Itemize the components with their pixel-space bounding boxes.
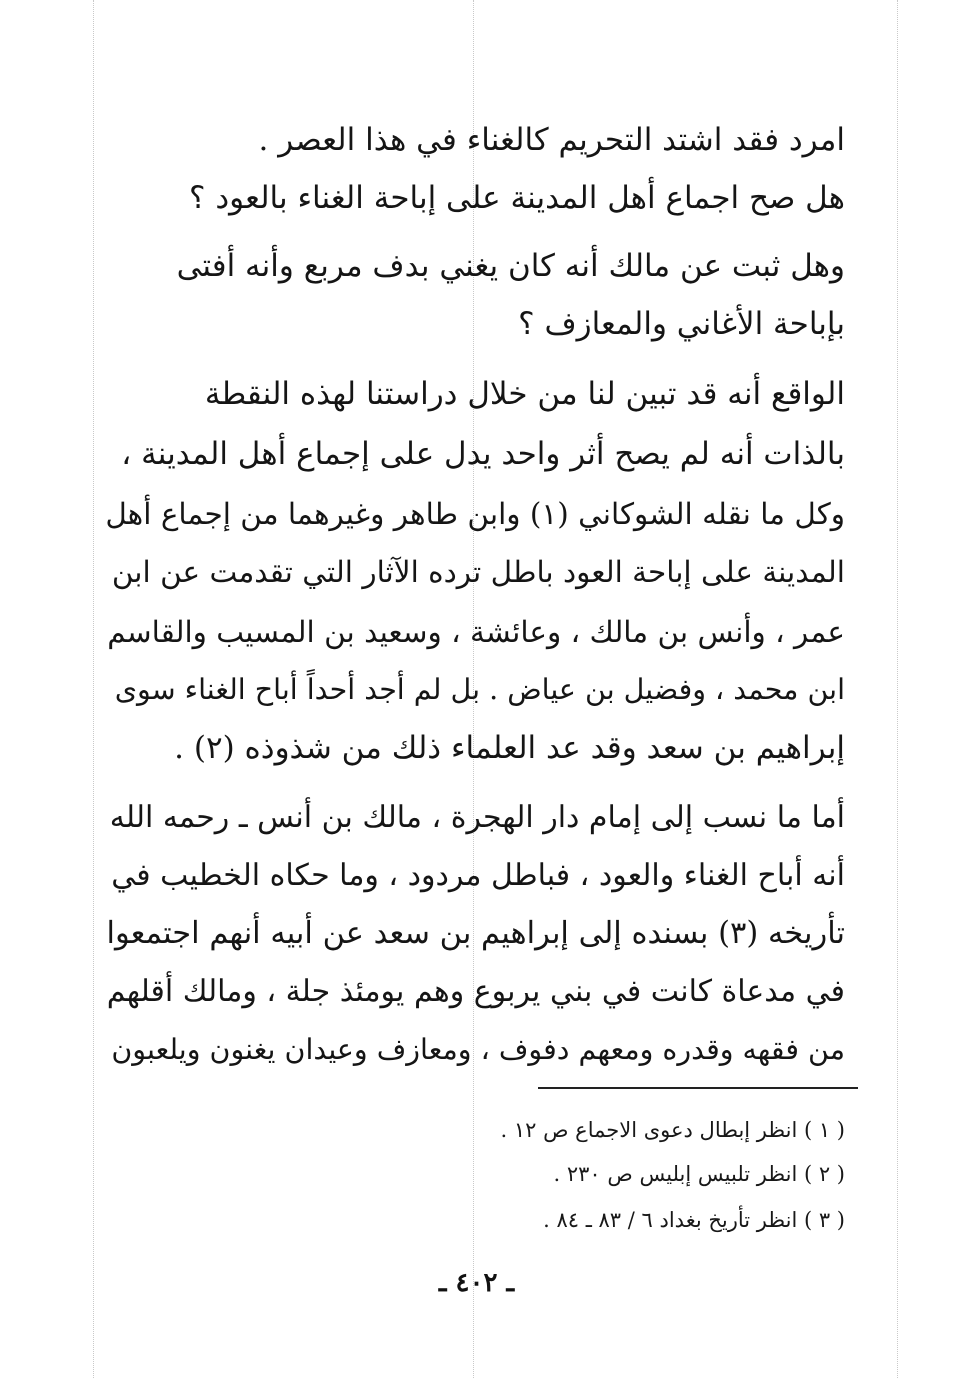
footnote-separator bbox=[538, 1087, 858, 1089]
body-line: بإباحة الأغاني والمعازف ؟ bbox=[518, 306, 845, 342]
body-line: عمر ، وأنس بن مالك ، وعائشة ، وسعيد بن المسيب والقاسم bbox=[107, 615, 845, 649]
footnote: ( ٣ ) انظر تأريخ بغداد ٦ / ٨٣ ـ ٨٤ . bbox=[543, 1208, 845, 1232]
body-line: من فقهه وقدره ومعهم دفوف ، ومعازف وعيدان يغنون ويلعبون bbox=[111, 1033, 845, 1066]
body-line: الواقع أنه قد تبين لنا من خلال دراستنا لهذه النقطة bbox=[204, 376, 845, 412]
body-line: أما ما نسب إلى إمام دار الهجرة ، مالك بن أنس ـ رحمه الله bbox=[109, 800, 845, 835]
body-line: إبراهيم بن سعد وقد عد العلماء ذلك من شذوذه (٢) . bbox=[174, 730, 845, 766]
scan-guide-line bbox=[897, 0, 898, 1378]
body-line: بالذات أنه لم يصح أثر واحد يدل على إجماع أهل المدينة ، bbox=[121, 436, 845, 472]
body-line: المدينة على إباحة العود باطل ترده الآثار التي تقدمت عن ابن bbox=[111, 555, 845, 589]
body-line: هل صح اجماع أهل المدينة على إباحة الغناء بالعود ؟ bbox=[189, 180, 845, 216]
body-line: وكل ما نقله الشوكاني (١) وابن طاهر وغيرهما من إجماع أهل bbox=[105, 497, 845, 531]
body-line: وهل ثبت عن مالك أنه كان يغني بدف مربع وأنه أفتى bbox=[176, 248, 845, 284]
body-line: امرد فقد اشتد التحريم كالغناء في هذا العصر . bbox=[258, 122, 845, 158]
body-line: في مدعاة كانت في بني يربوع وهم يومئذ جلة ، ومالك أقلهم bbox=[106, 974, 845, 1009]
body-line: أنه أباح الغناء والعود ، فباطل مردود ، وما حكاه الخطيب في bbox=[111, 858, 845, 893]
body-line: ابن محمد ، وفضيل بن عياض . بل لم أجد أحداً أباح الغناء سوى bbox=[114, 673, 845, 706]
scan-guide-line bbox=[93, 0, 94, 1378]
footnote: ( ١ ) انظر إبطال دعوى الاجماع ص ١٢ . bbox=[500, 1118, 845, 1142]
page-number: ـ ٤٠٢ ـ bbox=[438, 1268, 515, 1298]
body-line: تأريخه (٣) بسنده إلى إبراهيم بن سعد عن أبيه أنهم اجتمعوا bbox=[106, 916, 845, 951]
footnote: ( ٢ ) انظر تلبيس إبليس ص ٢٣٠ . bbox=[553, 1162, 845, 1186]
